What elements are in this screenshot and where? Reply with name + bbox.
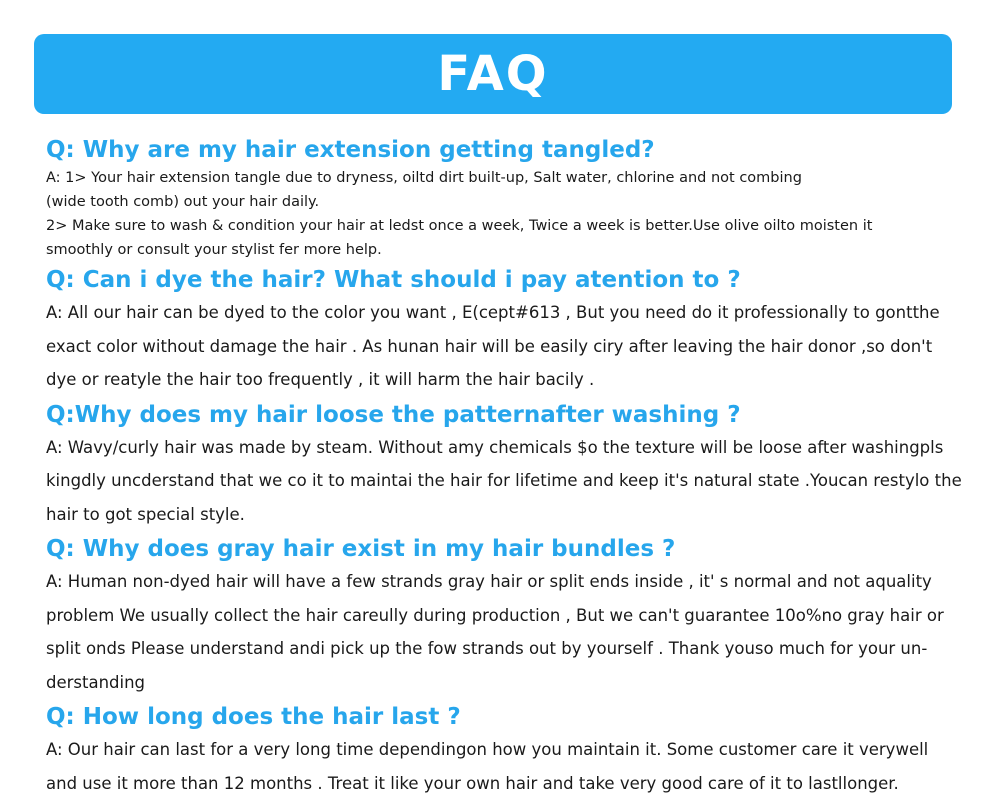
faq-question: Q: How long does the hair last ? (46, 704, 461, 730)
faq-answer: A: Wavy/curly hair was made by steam. Without amy chemicals $o the texture will be loose after washingpls kingdly uncderstand that we co it to maintai the hair for lifetime and keep it's natural state .Youcan restylo the hair to got special style. (46, 437, 962, 524)
faq-list (46, 134, 964, 802)
faq-banner (34, 34, 952, 114)
faq-item (46, 399, 964, 532)
faq-item (46, 134, 964, 262)
faq-question: Q:Why does my hair loose the patternafter washing ? (46, 401, 741, 428)
faq-answer-line: A: 1> Your hair extension tangle due to dryness, oiltd dirt built-up, Salt water, chlorine and not combing (46, 170, 802, 186)
faq-item (46, 701, 964, 800)
faq-item (46, 264, 964, 397)
faq-title: FAQ (437, 46, 549, 102)
faq-answer (46, 166, 964, 262)
faq-answer: A: All our hair can be dyed to the color you want , E(cept#613 , But you need do it professionally to gontthe exact color without damage the hair . As hunan hair will be easily ciry after leaving the hair donor ,so don't dye or reatyle the hair too frequently , it will harm the hair bacily . (46, 303, 940, 389)
faq-question: Q: Why are my hair extension getting tangled? (46, 137, 655, 163)
faq-answer-line: 2> Make sure to wash & condition your hair at ledst once a week, Twice a week is better.Use olive oilto moisten it (46, 218, 873, 234)
faq-answer: A: Human non-dyed hair will have a few strands gray hair or split ends inside , it' s normal and not aquality problem We usually collect the hair careully during production , But we can't guarantee 10o%no gray hair or split onds Please understand andi pick up the fow strands out by yourself . Thank youso much for your un-derstanding (46, 572, 944, 692)
faq-answer-line: smoothly or consult your stylist fer more help. (46, 242, 382, 258)
faq-item (46, 533, 964, 699)
faq-question: Q: Why does gray hair exist in my hair bundles ? (46, 536, 676, 562)
faq-question: Q: Can i dye the hair? What should i pay atention to ? (46, 267, 741, 293)
faq-answer-line: (wide tooth comb) out your hair daily. (46, 194, 320, 210)
faq-answer: A: Our hair can last for a very long time dependingon how you maintain it. Some customer care it verywell and use it more than 12 months . Treat it like your own hair and take very good care of it to lastllonger. (46, 740, 929, 793)
